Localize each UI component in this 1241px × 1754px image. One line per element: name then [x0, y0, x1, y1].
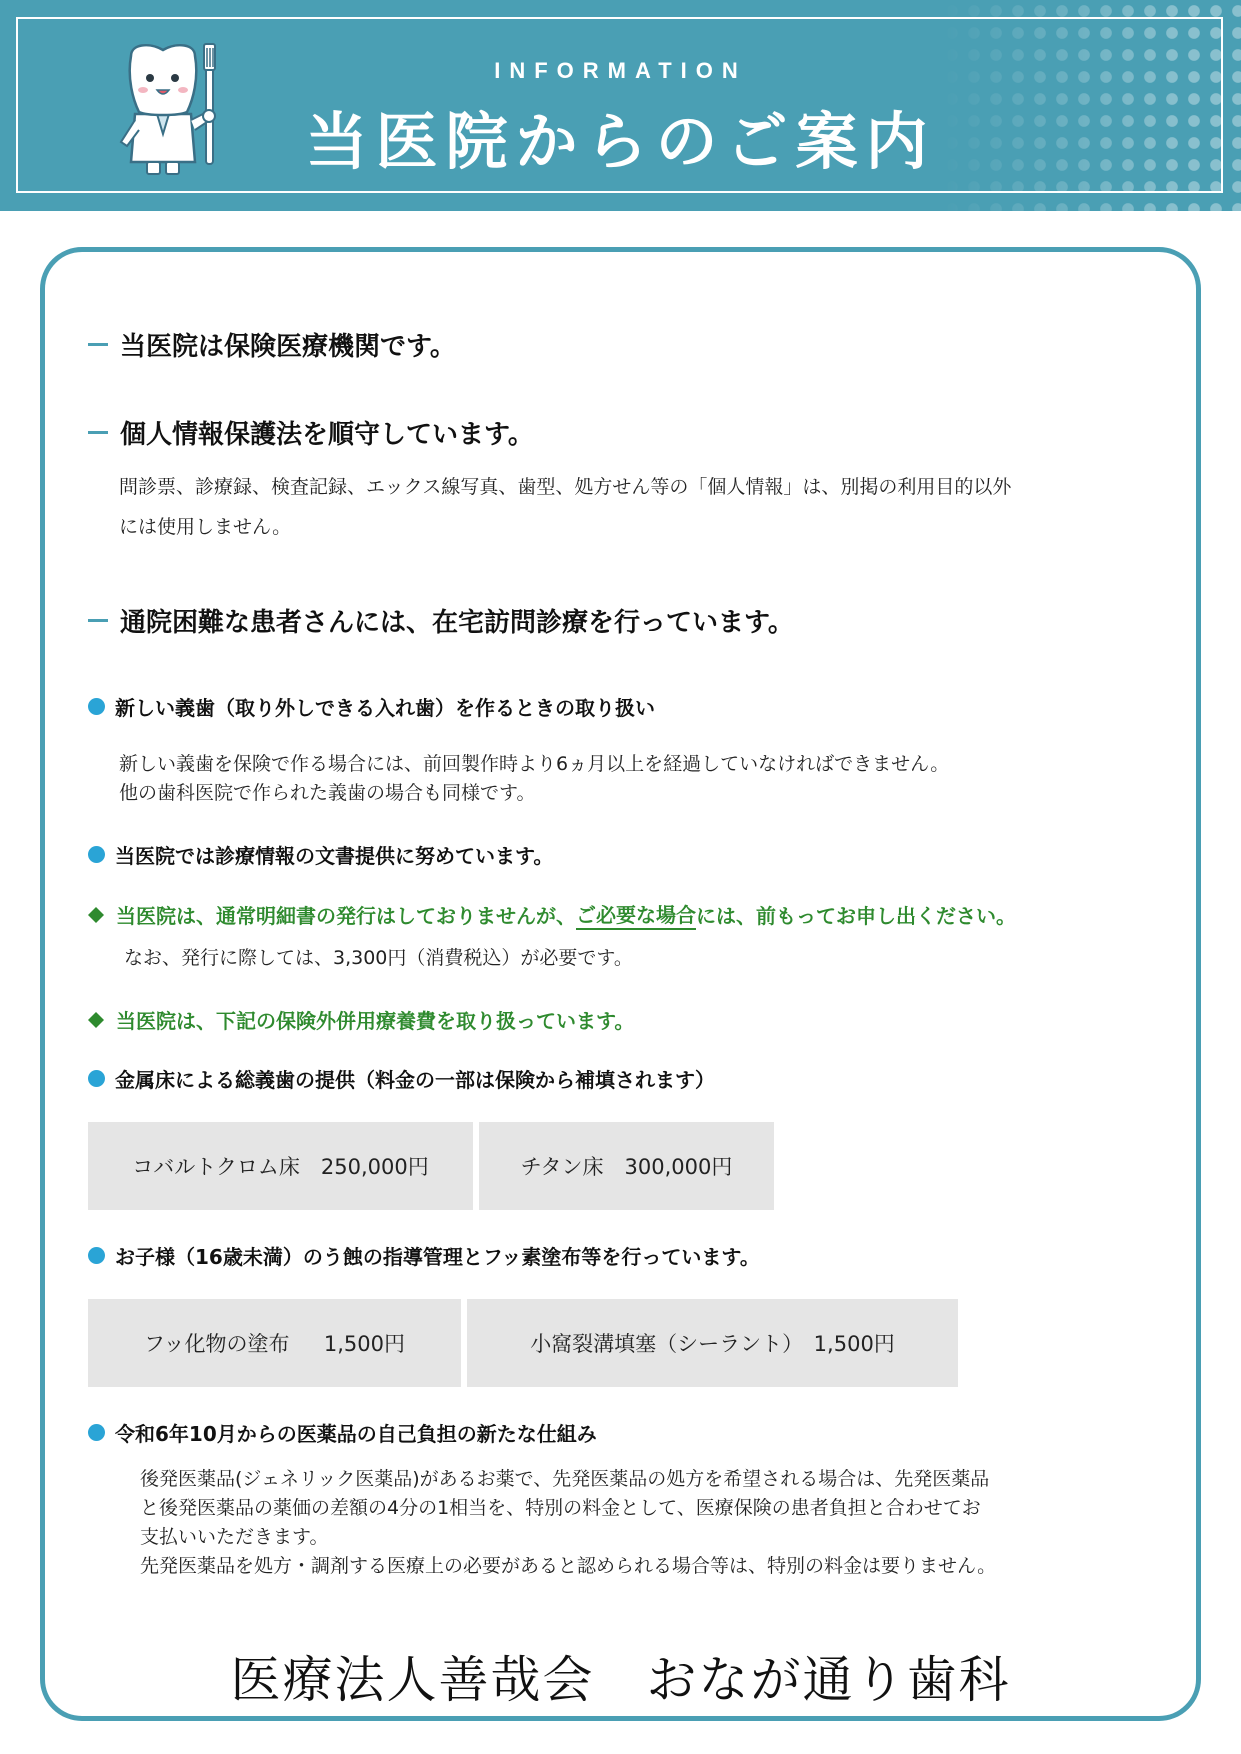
statement-line	[88, 899, 1016, 930]
bullet-generic	[88, 1418, 597, 1447]
bullet-children	[88, 1241, 760, 1270]
bullet-dot-icon	[88, 1424, 105, 1441]
generic-line-1: 後発医薬品(ジェネリック医薬品)があるお薬で、先発医薬品の処方を希望される場合は、先発医薬品	[140, 1468, 990, 1490]
bullet-dot-icon	[88, 698, 105, 715]
green-diamond-icon	[88, 907, 104, 923]
price-box-titanium: チタン床 300,000円	[479, 1122, 774, 1210]
heading-home-visit	[88, 602, 794, 639]
non-insured-text: 当医院は、下記の保険外併用療養費を取り扱っています。	[116, 1009, 635, 1033]
generic-line-4: 先発医薬品を処方・調剤する医療上の必要があると認められる場合等は、特別の料金は要りません。	[140, 1555, 997, 1577]
bullet-generic-text: 令和6年10月からの医薬品の自己負担の新たな仕組み	[115, 1422, 597, 1446]
privacy-line-2: には使用しません。	[119, 516, 292, 538]
generic-line-3: 支払いいただきます。	[140, 1526, 329, 1548]
denture-body	[119, 750, 949, 808]
bullet-denture-text: 新しい義歯（取り外しできる入れ歯）を作るときの取り扱い	[115, 696, 655, 720]
dash-marker	[88, 343, 108, 346]
bullet-denture	[88, 692, 655, 721]
heading-home-visit-text: 通院困難な患者さんには、在宅訪問診療を行っています。	[120, 608, 794, 638]
header-banner	[0, 0, 1241, 211]
bullet-dot-icon	[88, 1247, 105, 1264]
privacy-line-1: 問診票、診療録、検査記録、エックス線写真、歯型、処方せん等の「個人情報」は、別掲の利用目的以外	[119, 476, 1012, 498]
price-box-sealant: 小窩裂溝填塞（シーラント） 1,500円	[467, 1299, 958, 1387]
clinic-name: 医療法人善哉会 おなが通り歯科	[230, 1651, 1011, 1709]
page-title: 当医院からのご案内	[305, 105, 936, 178]
bullet-metal-denture-text: 金属床による総義歯の提供（料金の一部は保険から補填されます）	[115, 1068, 715, 1092]
statement-text-a: 当医院は、通常明細書の発行はしておりませんが、	[116, 904, 576, 928]
bullet-children-text: お子様（16歳未満）のう蝕の指導管理とフッ素塗布等を行っています。	[115, 1245, 760, 1269]
fee-note: なお、発行に際しては、3,300円（消費税込）が必要です。	[124, 947, 633, 969]
denture-line-2: 他の歯科医院で作られた義歯の場合も同様です。	[119, 782, 536, 804]
bullet-documents-text: 当医院では診療情報の文書提供に努めています。	[115, 844, 554, 868]
bullet-documents	[88, 840, 553, 869]
heading-privacy	[88, 414, 534, 451]
bullet-dot-icon	[88, 846, 105, 863]
non-insured-line	[88, 1005, 634, 1034]
heading-privacy-text: 個人情報保護法を順守しています。	[120, 420, 534, 450]
statement-highlight: ご必要な場合	[576, 899, 696, 930]
statement-text-b: には、前もってお申し出ください。	[696, 904, 1016, 928]
bullet-metal-denture	[88, 1064, 715, 1093]
bullet-dot-icon	[88, 1070, 105, 1087]
green-diamond-icon	[88, 1012, 104, 1028]
price-box-fluoride: フッ化物の塗布 1,500円	[88, 1299, 461, 1387]
heading-insurance	[88, 326, 456, 363]
header-eyebrow: INFORMATION	[494, 58, 747, 83]
dash-marker	[88, 431, 108, 434]
generic-line-2: と後発医薬品の薬価の差額の4分の1相当を、特別の料金として、医療保険の患者負担と合わせてお	[140, 1497, 981, 1519]
generic-body	[140, 1465, 996, 1581]
heading-insurance-text: 当医院は保険医療機関です。	[120, 332, 456, 362]
dash-marker	[88, 619, 108, 622]
denture-line-1: 新しい義歯を保険で作る場合には、前回製作時より6ヵ月以上を経過していなければできません。	[119, 753, 950, 775]
privacy-body	[119, 467, 1011, 547]
price-box-cobalt: コバルトクロム床 250,000円	[88, 1122, 473, 1210]
